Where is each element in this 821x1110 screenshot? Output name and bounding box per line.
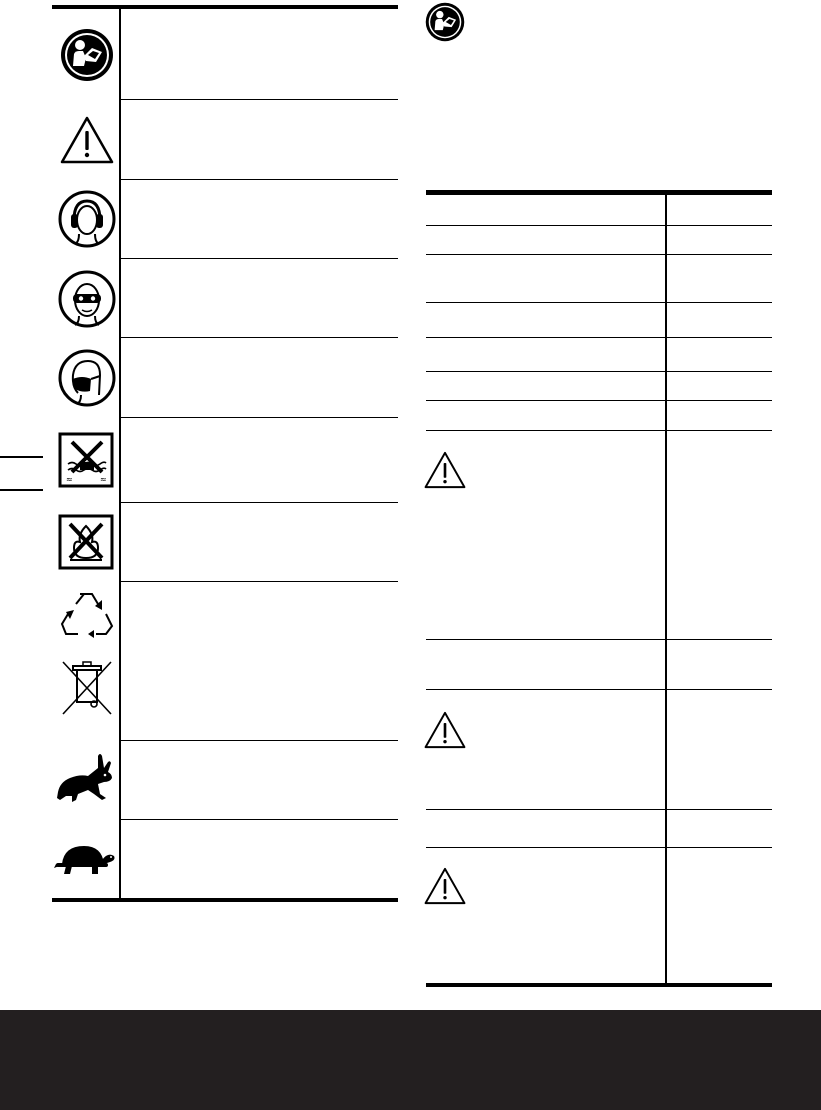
- recycle-icon: [60, 588, 114, 640]
- row-divider: [120, 819, 398, 820]
- row-divider: [120, 99, 398, 100]
- warning-triangle-icon: [60, 115, 114, 165]
- row-divider: [426, 371, 772, 372]
- dust-mask-icon: [58, 349, 116, 407]
- row-divider: [120, 417, 398, 418]
- row-divider: [426, 847, 772, 848]
- warning-triangle-icon: [424, 866, 466, 906]
- rabbit-fast-icon: [54, 750, 116, 806]
- row-divider: [120, 258, 398, 259]
- page-footer-band: [0, 1010, 821, 1110]
- row-divider: [426, 302, 772, 303]
- eye-protection-icon: [58, 270, 116, 328]
- edge-tab-mark-top: [0, 456, 43, 458]
- svg-text:≈: ≈: [66, 475, 73, 484]
- row-divider: [426, 400, 772, 401]
- row-divider: [120, 337, 398, 338]
- warning-triangle-icon: [424, 710, 466, 750]
- row-divider: [426, 809, 772, 810]
- turtle-slow-icon: [52, 838, 118, 878]
- row-divider: [426, 254, 772, 255]
- table-column-divider: [119, 5, 121, 900]
- ear-protection-icon: [58, 190, 116, 248]
- read-manual-icon: [425, 2, 465, 42]
- row-divider: [426, 689, 772, 690]
- row-divider: [426, 225, 772, 226]
- svg-text:≈: ≈: [100, 475, 107, 484]
- row-divider: [120, 581, 398, 582]
- read-manual-icon: [60, 28, 114, 82]
- table-top-border: [426, 190, 772, 195]
- table-bottom-border: [426, 983, 772, 987]
- crossed-bin-icon: [60, 660, 114, 716]
- row-divider: [120, 740, 398, 741]
- row-divider: [120, 502, 398, 503]
- row-divider: [120, 179, 398, 180]
- no-fire-icon: [58, 514, 114, 570]
- table-column-divider: [665, 193, 667, 984]
- row-divider: [426, 337, 772, 338]
- row-divider: [426, 430, 772, 431]
- edge-tab-mark-bottom: [0, 489, 43, 491]
- row-divider: [426, 639, 772, 640]
- warning-triangle-icon: [424, 450, 466, 490]
- table-bottom-border: [52, 898, 398, 902]
- no-water-icon: [58, 432, 114, 488]
- table-top-border: [52, 5, 398, 9]
